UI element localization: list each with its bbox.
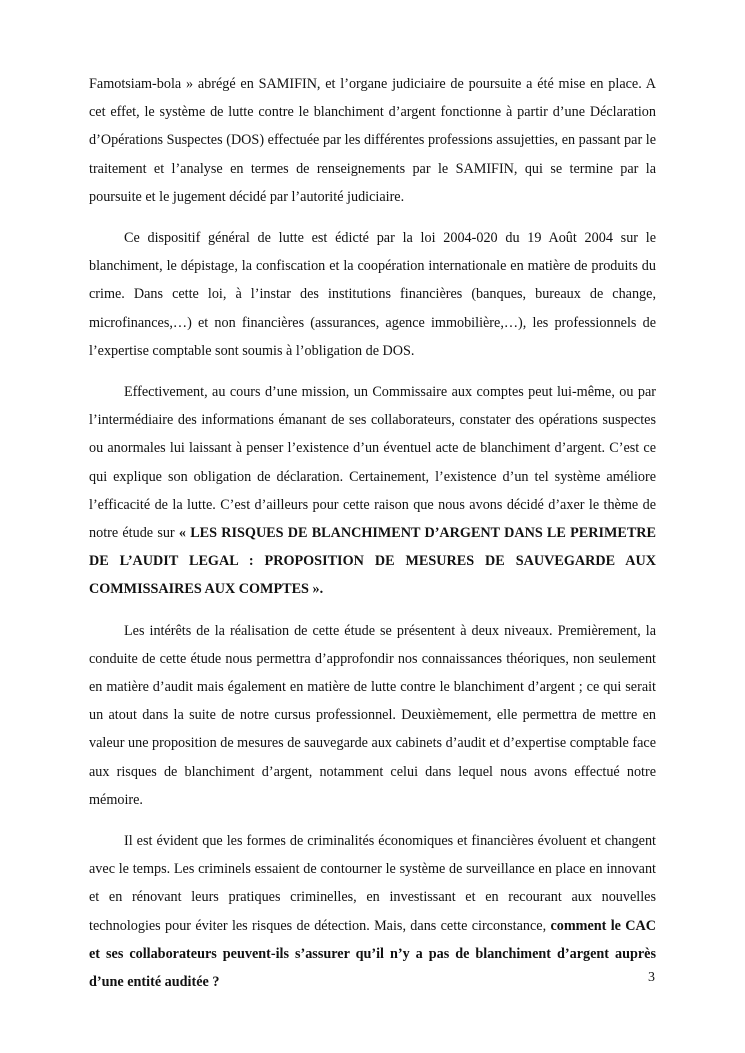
study-theme-title: « LES RISQUES DE BLANCHIMENT D’ARGENT DANS LE PERIMETRE DE L’AUDIT LEGAL : PROPOSITION DE MESURES DE SAUVEGARDE AUX COMMISSAIRES AUX COMPTES ». — [89, 525, 656, 598]
page-number: 3 — [648, 970, 655, 985]
paragraph-law-2004-020 — [89, 224, 656, 365]
paragraph-text: Effectivement, au cours d’une mission, un Commissaire aux comptes peut lui-même, ou par l’intermédiaire des informations émanant de ses collaborateurs, constater des opérations suspectes ou anormales lui laissant à penser l’existence d’un éventuel acte de blanchiment d’argent. C’est ce qui explique son obligation de déclaration. Certainement, l’existence d’un tel système améliore l’efficacité de la lutte. C’est d’ailleurs pour cette raison que nous avons décidé d’axer le thème de notre étude sur — [89, 384, 656, 542]
paragraph-text: Famotsiam-bola » abrégé en SAMIFIN, et l’organe judiciaire de poursuite a été mise en place. A cet effet, le système de lutte contre le blanchiment d’argent fonctionne à partir d’une Déclaration d’Opérations Suspectes (DOS) effectuée par les différentes professions assujetties, en passant par le traitement et l’analyse en termes de renseignements par le SAMIFIN, qui se termine par la poursuite et le jugement décidé par l’autorité judiciaire. — [89, 76, 656, 205]
paragraph-study-interests — [89, 617, 656, 814]
paragraph-text: Il est évident que les formes de criminalités économiques et financières évoluent et changent avec le temps. Les criminels essaient de contourner le système de surveillance en place en innovant et en rénovant leurs pratiques criminelles, en investissant et en recourant aux nouvelles technologies pour éviter les risques de détection. Mais, dans cette circonstance, — [89, 833, 656, 934]
paragraph-text: Les intérêts de la réalisation de cette étude se présentent à deux niveaux. Premièrement, la conduite de cette étude nous permettra d’approfondir nos connaissances théoriques, non seulement en matière d’audit mais également en matière de lutte contre le blanchiment d’argent ; ce qui serait un atout dans la suite de notre cursus professionnel. Deuxièmement, elle permettra de mettre en valeur une proposition de mesures de sauvegarde aux cabinets d’audit et d’expertise comptable face aux risques de blanchiment d’argent, notamment celui dans lequel nous avons effectué notre mémoire. — [89, 622, 656, 808]
paragraph-research-question — [89, 827, 656, 996]
paragraph-study-theme — [89, 378, 656, 604]
research-question: comment le CAC et ses collaborateurs peuvent-ils s’assurer qu’il n’y a pas de blanchiment d’argent auprès d’une entité auditée ? — [89, 917, 657, 991]
paragraph-samifin-system — [89, 70, 656, 211]
paragraph-text: Ce dispositif général de lutte est édicté par la loi 2004-020 du 19 Août 2004 sur le blanchiment, le dépistage, la confiscation et la coopération internationale en matière de produits du crime. Dans cette loi, à l’instar des institutions financières (banques, bureaux de change, microfinances,…) et non financières (assurances, agence immobilière,…), les professionnels de l’expertise comptable sont soumis à l’obligation de DOS. — [89, 230, 656, 359]
